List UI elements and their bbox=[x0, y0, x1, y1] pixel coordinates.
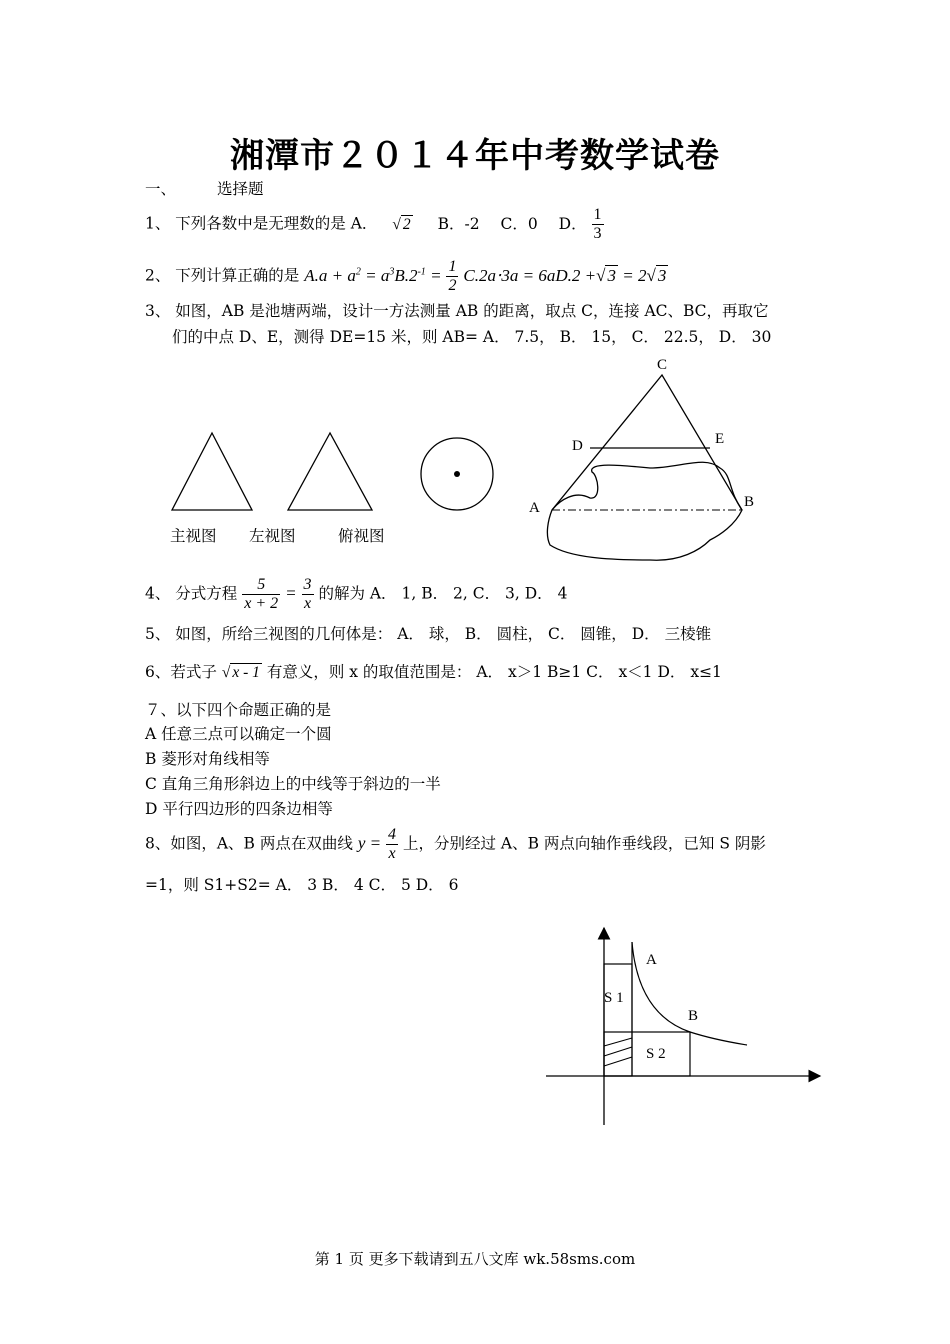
q8-suffix: 上，分别经过 A、B 两点向轴作垂线段，已知 S 阴影 bbox=[402, 834, 766, 853]
question-3-line-2: 们的中点 D、E，测得 DE=15 米，则 AB= A． 7.5， B． 15， C． 22.5， D． 30 bbox=[172, 328, 772, 346]
point-b-label: B bbox=[688, 1008, 699, 1024]
left-view-triangle bbox=[288, 433, 372, 510]
q2-expr-a: $A.a + a^2 = a^3B.2^{-1}$ = bbox=[304, 265, 442, 285]
question-7-stem: ７、以下四个命题正确的是 bbox=[145, 701, 332, 719]
q2-stem: 2、 下列计算正确的是 bbox=[145, 266, 300, 285]
q4-fraction-left: $\frac{5}{x + 2}$ bbox=[244, 576, 279, 612]
shading-line-1 bbox=[604, 1038, 632, 1046]
q2-expr-c: C.2a⋅3a = 6aD.2 +√ 3 = 2√ 3 bbox=[463, 265, 667, 285]
top-view-label: 俯视图 bbox=[338, 527, 385, 545]
q8-stem: 8、如图，A、B 两点在双曲线 bbox=[145, 834, 353, 853]
question-8-line-1 bbox=[145, 826, 766, 863]
q6-sqrt: √ x - 1 bbox=[221, 664, 260, 681]
pond-outline bbox=[547, 462, 742, 560]
question-7-option-b: B 菱形对角线相等 bbox=[145, 750, 270, 768]
page-title: 湘潭市２０１４年中考数学试卷 bbox=[230, 136, 720, 176]
question-6 bbox=[145, 661, 722, 684]
q6-stem: 6、若式子 bbox=[145, 663, 217, 681]
question-5: 5、 如图，所给三视图的几何体是： A． 球， B． 圆柱， C． 圆锥， D． 三棱锥 bbox=[145, 625, 712, 643]
question-3-line-1: 3、 如图，AB 是池塘两端，设计一方法测量 AB 的距离，取点 C，连接 AC、BC，再取它 bbox=[145, 302, 769, 320]
question-8-line-2: =1，则 S1+S2= A． 3 B． 4 C． 5 D． 6 bbox=[145, 876, 459, 894]
left-view-label: 左视图 bbox=[249, 527, 296, 545]
rectangle-a bbox=[604, 964, 632, 1076]
top-view-center-dot bbox=[454, 471, 460, 477]
q1-stem: 1、 下列各数中是无理数的是 A． bbox=[145, 214, 378, 233]
q2-fraction: $\frac{1}{2}$ bbox=[448, 258, 457, 294]
shading-line-2 bbox=[604, 1047, 632, 1056]
q6-options: 有意义，则 x 的取值范围是： A． x＞1 B≥1 C． x＜1 D． x≤1 bbox=[266, 663, 722, 681]
section-heading bbox=[145, 178, 263, 200]
front-view-triangle bbox=[172, 433, 252, 510]
shading-line-3 bbox=[604, 1057, 632, 1066]
point-a-label: A bbox=[646, 952, 657, 968]
s2-label: S 2 bbox=[646, 1046, 666, 1062]
section-label: 选择题 bbox=[216, 180, 264, 198]
q1-fraction: $\frac{1}{3}$ bbox=[593, 206, 602, 242]
section-number: 一、 bbox=[145, 180, 177, 198]
hyperbola-figure bbox=[540, 920, 830, 1135]
q8-fraction: $\frac{4}{x}$ bbox=[388, 826, 397, 862]
q4-options: 的解为 A． 1, B． 2, C． 3, D． 4 bbox=[318, 584, 568, 603]
q8-y: y = bbox=[357, 833, 382, 853]
page-footer: 第 1 页 更多下载请到五八文库 wk.58sms.com bbox=[314, 1250, 636, 1268]
q1-option-b: B．-2 bbox=[437, 214, 480, 233]
q4-stem: 4、 分式方程 bbox=[145, 584, 238, 603]
q1-sqrt: √ 2 bbox=[392, 215, 411, 233]
front-view-label: 主视图 bbox=[170, 527, 217, 545]
question-7-option-d: D 平行四边形的四条边相等 bbox=[145, 800, 333, 818]
question-1 bbox=[145, 206, 604, 243]
three-views-figure bbox=[160, 425, 510, 525]
question-4 bbox=[145, 576, 567, 613]
q4-fraction-right: $\frac{3}{x}$ bbox=[303, 576, 312, 612]
label-e: E bbox=[715, 431, 725, 447]
q1-option-c: C．0 bbox=[500, 214, 538, 233]
s1-label: S 1 bbox=[604, 990, 624, 1006]
label-c: C bbox=[657, 357, 668, 373]
q4-equals: = bbox=[285, 583, 297, 603]
label-b: B bbox=[744, 494, 755, 510]
question-7-option-a: A 任意三点可以确定一个圆 bbox=[145, 725, 332, 743]
label-d: D bbox=[572, 438, 583, 454]
question-7-option-c: C 直角三角形斜边上的中线等于斜边的一半 bbox=[145, 775, 441, 793]
q1-option-d: D． bbox=[558, 214, 587, 233]
pond-figure bbox=[520, 350, 780, 580]
label-a: A bbox=[529, 500, 540, 516]
question-2 bbox=[145, 258, 668, 295]
